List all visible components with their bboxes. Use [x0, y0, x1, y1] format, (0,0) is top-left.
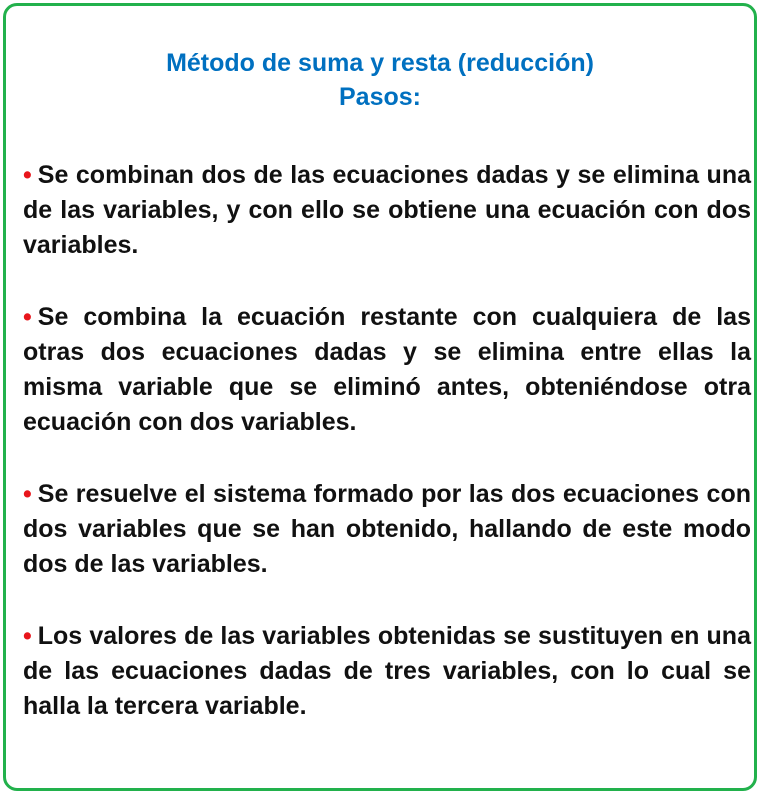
content-card	[3, 3, 757, 791]
bullet-icon: •	[23, 303, 32, 331]
bullet-icon: •	[23, 161, 32, 189]
step-item-4	[23, 619, 751, 724]
bullet-icon: •	[23, 622, 32, 650]
step-text-1: Se combinan dos de las ecuaciones dadas y se elimina una de las variables, y con ello se obtiene una ecuación con dos variables.	[23, 161, 751, 259]
step-text-4: Los valores de las variables obtenidas se sustituyen en una de las ecuaciones dadas de tres variables, con lo cual se halla la tercera variable.	[23, 622, 751, 720]
step-text-2: Se combina la ecuación restante con cualquiera de las otras dos ecuaciones dadas y se elimina entre ellas la misma variable que se eliminó antes, obteniéndose otra ecuación con dos variables.	[23, 303, 751, 436]
title-line-steps: Pasos:	[339, 83, 421, 111]
steps-list	[23, 158, 751, 761]
page-title	[6, 46, 754, 114]
step-item-3	[23, 477, 751, 582]
step-item-2	[23, 300, 751, 440]
step-item-1	[23, 158, 751, 263]
bullet-icon: •	[23, 480, 32, 508]
step-text-3: Se resuelve el sistema formado por las dos ecuaciones con dos variables que se han obtenido, hallando de este modo dos de las variables.	[23, 480, 751, 578]
title-line-method: Método de suma y resta (reducción)	[166, 49, 594, 77]
